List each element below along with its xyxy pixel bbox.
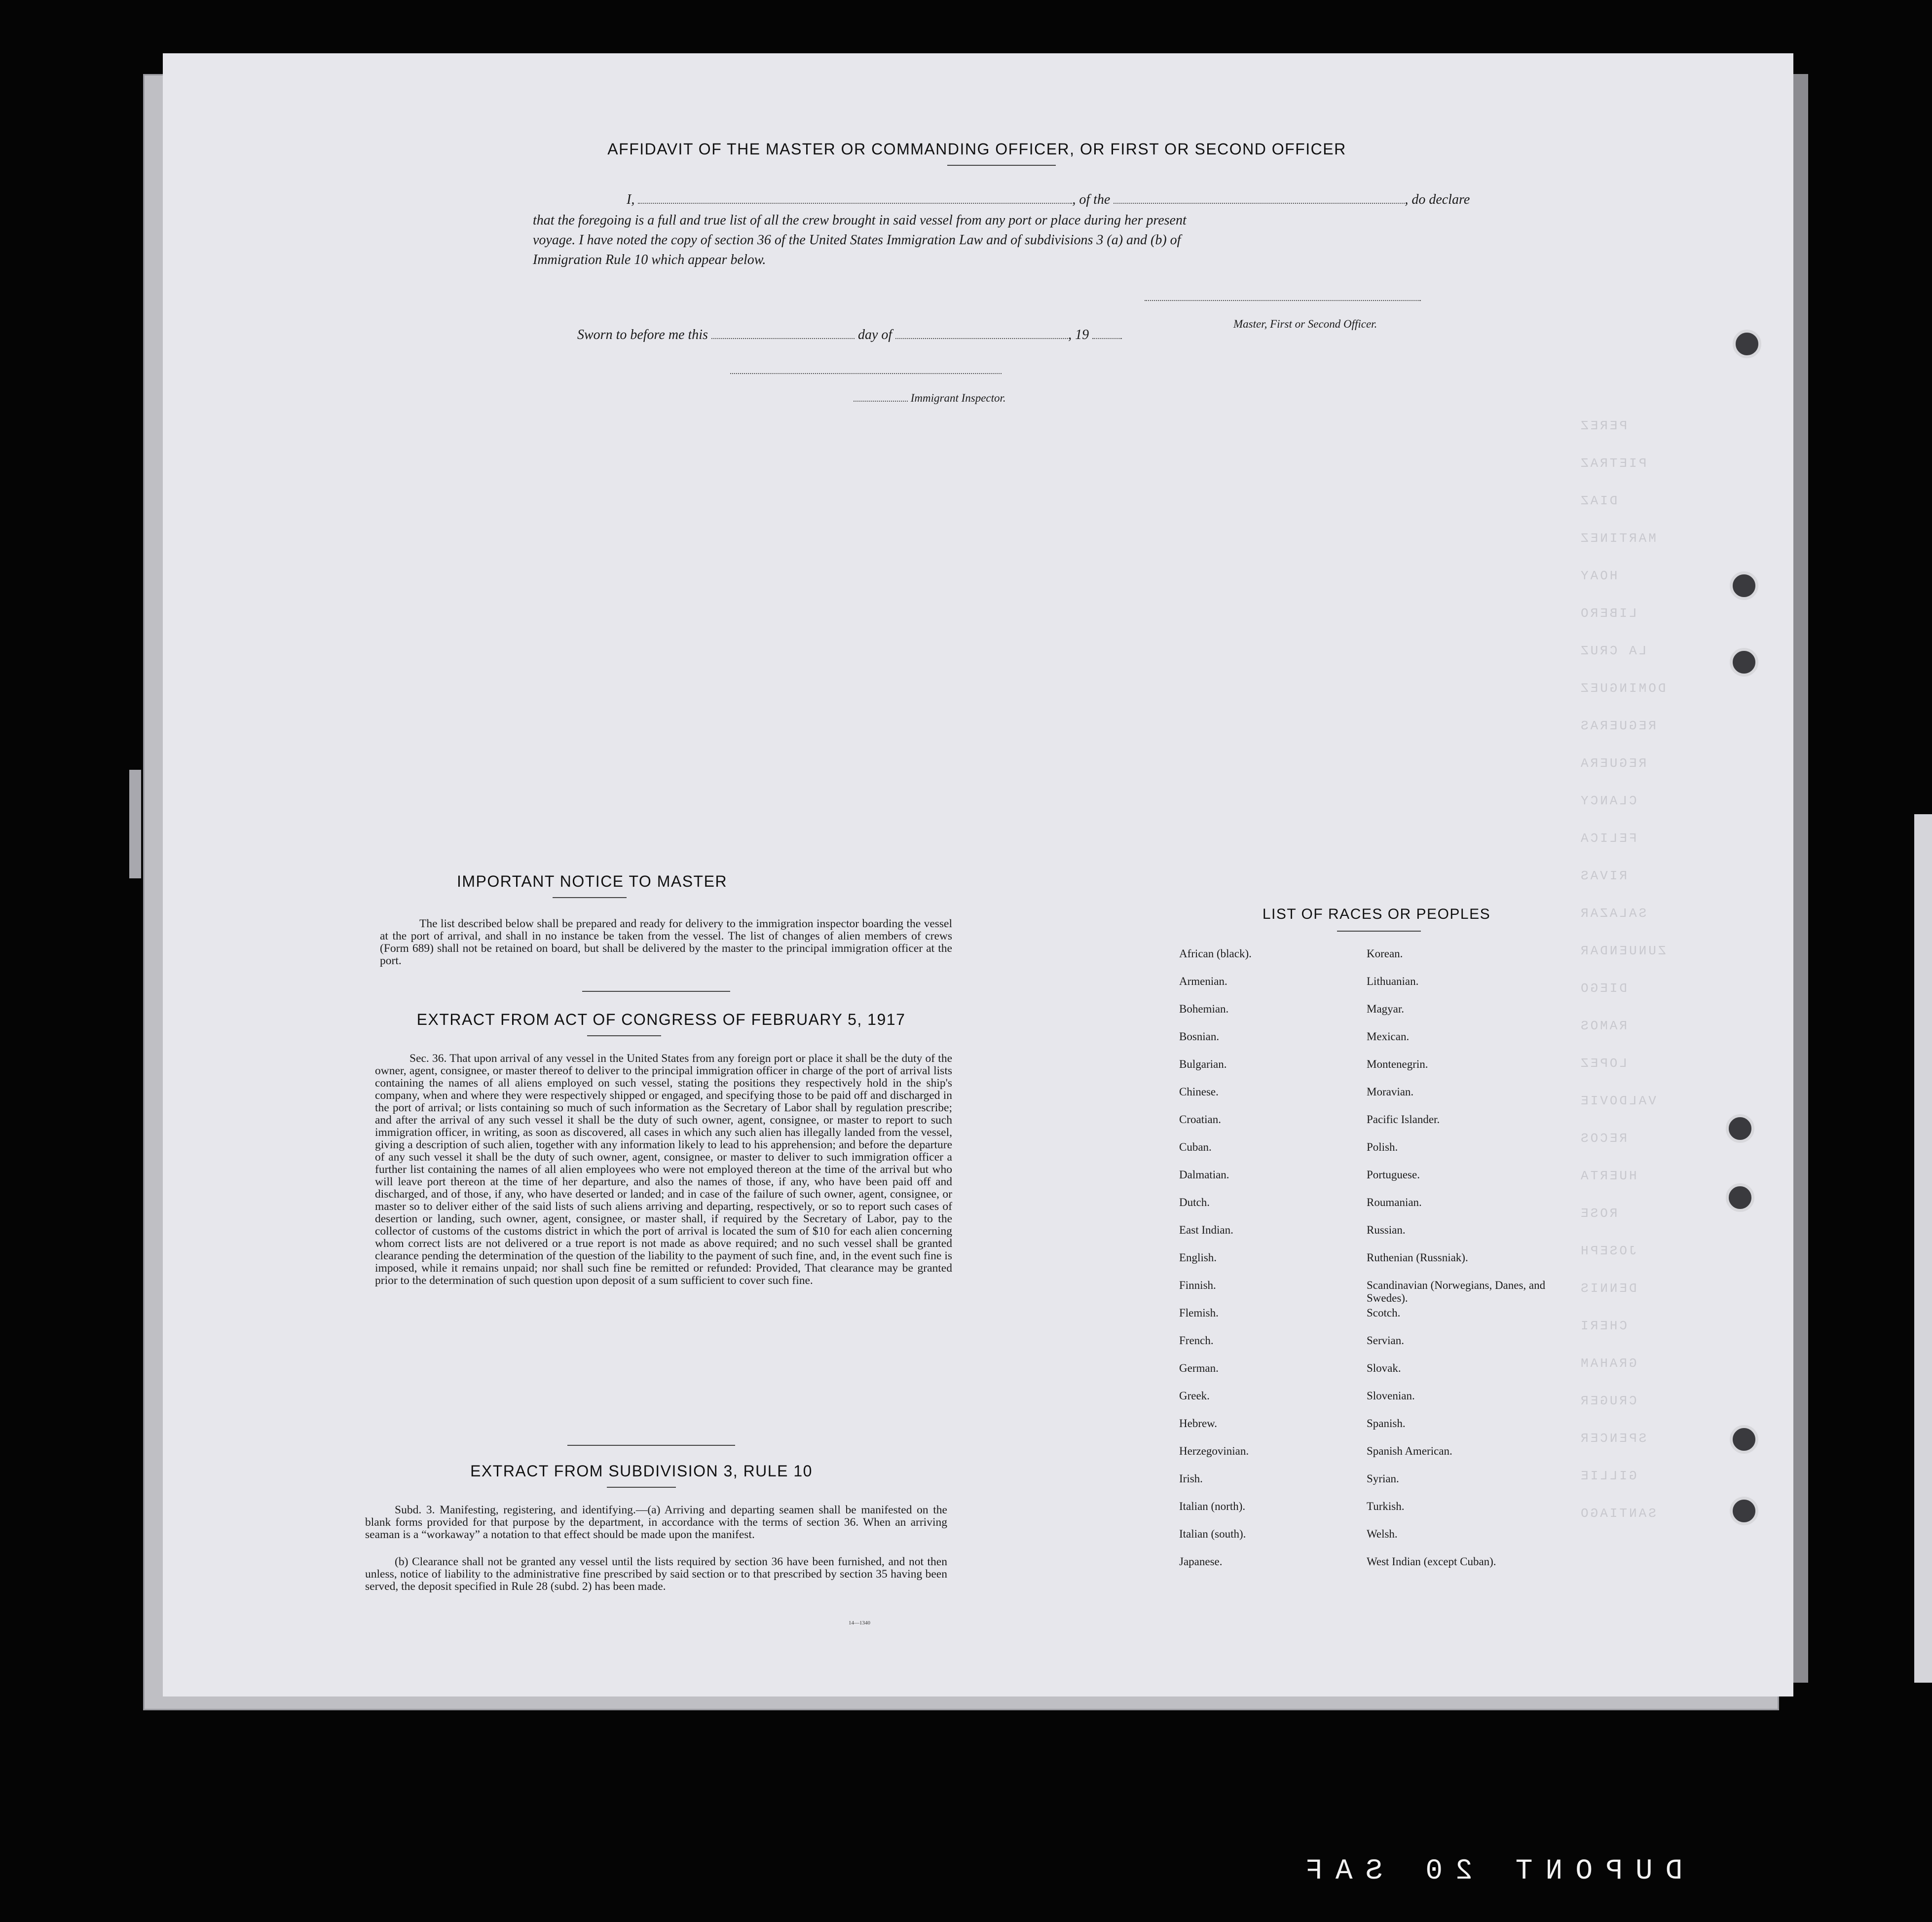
bleed-through-name: DOMINGUEZ xyxy=(1579,681,1666,696)
bleed-through-name: LOPEZ xyxy=(1579,1056,1628,1071)
race-item: Slovenian. xyxy=(1367,1390,1415,1402)
race-item: Polish. xyxy=(1367,1141,1398,1153)
punch-hole xyxy=(1733,330,1761,358)
race-item: Bohemian. xyxy=(1179,1003,1229,1015)
bleed-through-name: LA CRUZ xyxy=(1579,643,1647,658)
bleed-through-name: RIVAS xyxy=(1579,868,1628,883)
year-label: , 19 xyxy=(1068,327,1089,342)
race-item: Moravian. xyxy=(1367,1086,1414,1098)
race-item: Servian. xyxy=(1367,1334,1405,1347)
bleed-through-name: HOAY xyxy=(1579,568,1618,583)
page-tab xyxy=(129,770,141,878)
race-item: Italian (north). xyxy=(1179,1500,1246,1512)
master-label: Master, First or Second Officer. xyxy=(1233,318,1377,330)
race-item: Armenian. xyxy=(1179,975,1227,987)
race-item: East Indian. xyxy=(1179,1224,1233,1236)
race-item: Lithuanian. xyxy=(1367,975,1419,987)
bleed-through-name: SALAZAR xyxy=(1579,906,1647,921)
race-item: Ruthenian (Russniak). xyxy=(1367,1251,1468,1264)
inspector-lead-dots xyxy=(854,401,908,402)
race-item: Pacific Islander. xyxy=(1367,1113,1440,1126)
inspector-line xyxy=(854,392,1006,405)
day-blank xyxy=(711,338,855,339)
adjacent-sheet-edge xyxy=(1914,814,1932,1683)
bleed-through-name: DENNIS xyxy=(1579,1281,1637,1296)
race-item: Magyar. xyxy=(1367,1003,1405,1015)
notice-text: The list described below shall be prepared and ready for delivery to the immigration inspector boarding the vessel at the port of arrival, and shall in no instance be taken from the vessel. The list of changes of alien members of crews (Form 689) shall not be retained on board, but shall be delivered by the master to the principal immigration officer at the port. xyxy=(380,917,952,967)
act-title-rule xyxy=(587,1035,661,1036)
race-item: Herzegovinian. xyxy=(1179,1445,1249,1457)
month-blank xyxy=(895,338,1068,339)
affidavit-line-1: that the foregoing is a full and true list of all the crew brought in said vessel from any port or place during her present xyxy=(533,213,1187,228)
bleed-through-name: RAMOS xyxy=(1579,1018,1628,1033)
race-item: Japanese. xyxy=(1179,1555,1223,1568)
race-item: Bosnian. xyxy=(1179,1030,1220,1043)
bleed-through-name: ROSE xyxy=(1579,1206,1618,1221)
race-item: Dalmatian. xyxy=(1179,1168,1229,1181)
bleed-through-name: SPENCER xyxy=(1579,1431,1647,1446)
race-item: Welsh. xyxy=(1367,1528,1398,1540)
race-item: Slovak. xyxy=(1367,1362,1401,1374)
i-label: I, xyxy=(627,192,635,207)
punch-hole xyxy=(1726,1183,1754,1212)
bleed-through-name: CHERI xyxy=(1579,1319,1628,1333)
form-page xyxy=(163,53,1793,1696)
act-title: EXTRACT FROM ACT OF CONGRESS OF FEBRUARY 5, 1917 xyxy=(416,1011,906,1028)
race-item: West Indian (except Cuban). xyxy=(1367,1555,1496,1568)
race-item: Turkish. xyxy=(1367,1500,1405,1512)
bleed-through-name: RECOS xyxy=(1579,1131,1628,1146)
title-rule xyxy=(947,165,1056,166)
race-item: Scotch. xyxy=(1367,1307,1401,1319)
affidavit-declaration-line xyxy=(577,190,1633,209)
page-edge-shadow xyxy=(1793,74,1808,1683)
race-item: Irish. xyxy=(1179,1472,1203,1485)
inspector-label: Immigrant Inspector. xyxy=(910,392,1006,404)
affidavit-title: AFFIDAVIT OF THE MASTER OR COMMANDING OFFICER, OR FIRST OR SECOND OFFICER xyxy=(607,140,1346,158)
sworn-line xyxy=(577,326,1219,344)
sworn-label: Sworn to before me this xyxy=(577,327,708,342)
bleed-through-name: DIEGO xyxy=(1579,981,1628,996)
film-strip-label: DUPONT 20 SAF xyxy=(1293,1855,1683,1887)
race-item: English. xyxy=(1179,1251,1217,1264)
bleed-through-name: DIAZ xyxy=(1579,493,1618,508)
punch-hole xyxy=(1726,1114,1754,1143)
race-item: Roumanian. xyxy=(1367,1196,1422,1208)
act-text: Sec. 36. That upon arrival of any vessel in the United States from any foreign port or place it shall be the duty of the owner, agent, consignee, or master thereof to deliver to the principal immigration officer in charge of the port of arrival lists containing the names of all aliens employed on such vessel, stating the positions they respectively hold in the ship's company, when and where they were respectively shipped or engaged, and specifying those to be paid off and discharged in the port of arrival; or lists containing so much of such information as the Secretary of Labor shall by regulation prescribe; and after the arrival of any such vessel it shall be the duty of such owner, agent, consignee, or master to report to such immigration officer, in writing, as soon as discovered, all cases in which any such alien has illegally landed from the vessel, giving a description of such alien, together with any information likely to lead to his apprehension; and before the departure of any such vessel it shall be the duty of such owner, agent, consignee, or master to deliver to such immigration officer a further list containing the names of all alien employees who were not employed thereon at the time of the arrival but who will leave port thereon at the time of her departure, and also the names of those, if any, who have been paid off and discharged, and of those, if any, who have deserted or landed; and in case of the failure of such owner, agent, consignee, or master so to deliver either of the said lists of such aliens arriving and departing, respectively, or so to report such cases of desertion or landing, such owner, agent, consignee, or master shall, if required by the Secretary of Labor, pay to the collector of customs of the customs district in which the port of arrival is located the sum of $10 for each alien concerning whom correct lists are not delivered or a true report is not made as above required; and no such vessel shall be granted clearance pending the determination of the question of the liability to the payment of such fine, and, in the event such fine is imposed, while it remains unpaid; nor shall such fine be remitted or refunded: Provided, That clearance may be granted prior to the determination of such question upon deposit of a sum sufficient to cover such fine. xyxy=(375,1052,952,1287)
master-signature-blank xyxy=(1145,300,1421,301)
race-item: Syrian. xyxy=(1367,1472,1399,1485)
race-item: Montenegrin. xyxy=(1367,1058,1428,1070)
rule-para-a: Subd. 3. Manifesting, registering, and identifying.—(a) Arriving and departing seamen shall be manifested on the blank forms provided for that purpose by the department, in accordance with the terms of section 36. When an arriving seaman is a “workaway” a notation to that effect should be made upon the manifest. xyxy=(365,1504,947,1541)
race-item: Korean. xyxy=(1367,947,1403,960)
punch-hole xyxy=(1730,648,1758,677)
of-the-label: , of the xyxy=(1072,192,1111,207)
race-item: African (black). xyxy=(1179,947,1252,960)
race-item: Hebrew. xyxy=(1179,1417,1218,1430)
race-item: Portuguese. xyxy=(1367,1168,1420,1181)
bleed-through-name: GRAHAM xyxy=(1579,1356,1637,1371)
notice-title-rule xyxy=(553,897,627,898)
bleed-through-name: REGUERAS xyxy=(1579,718,1656,733)
bleed-through-name: JOSEPH xyxy=(1579,1244,1637,1258)
day-of-label: day of xyxy=(857,327,892,342)
bleed-through-name: CRUGER xyxy=(1579,1394,1637,1408)
race-item: Russian. xyxy=(1367,1224,1406,1236)
rule-title: EXTRACT FROM SUBDIVISION 3, RULE 10 xyxy=(470,1462,813,1480)
race-item: Dutch. xyxy=(1179,1196,1210,1208)
punch-hole xyxy=(1730,571,1758,600)
bleed-through-name: CLANCY xyxy=(1579,793,1637,808)
punch-hole xyxy=(1730,1497,1758,1525)
notice-title: IMPORTANT NOTICE TO MASTER xyxy=(456,872,728,890)
race-item: Bulgarian. xyxy=(1179,1058,1227,1070)
race-item: Spanish. xyxy=(1367,1417,1406,1430)
race-item: Spanish American. xyxy=(1367,1445,1452,1457)
race-item: Scandinavian (Norwegians, Danes, and Swedes). xyxy=(1367,1279,1546,1304)
races-title: LIST OF RACES OR PEOPLES xyxy=(1262,906,1491,922)
inspector-signature-blank xyxy=(730,373,1002,374)
rule-para-b: (b) Clearance shall not be granted any vessel until the lists required by section 36 have been furnished, and not then unless, notice of liability to the administrative fine prescribed by said section or to that prescribed by section 35 having been served, the deposit specified in Rule 28 (subd. 2) has been made. xyxy=(365,1555,947,1593)
bleed-through-name: LIBERO xyxy=(1579,606,1637,621)
bleed-through-name: FELICA xyxy=(1579,831,1637,846)
race-item: Chinese. xyxy=(1179,1086,1219,1098)
bleed-through-name: PEREZ xyxy=(1579,418,1628,433)
race-item: Mexican. xyxy=(1367,1030,1410,1043)
race-item: German. xyxy=(1179,1362,1219,1374)
bleed-through-name: HUERTA xyxy=(1579,1168,1637,1183)
notice-rule xyxy=(582,991,730,992)
punch-hole xyxy=(1730,1425,1758,1454)
year-blank xyxy=(1092,338,1122,339)
vessel-blank xyxy=(1114,203,1405,204)
race-item: Greek. xyxy=(1179,1390,1210,1402)
form-number: 14—1340 xyxy=(849,1620,870,1626)
bleed-through-name: MARTINEZ xyxy=(1579,531,1656,546)
race-item: Italian (south). xyxy=(1179,1528,1246,1540)
act-rule xyxy=(567,1445,735,1446)
bleed-through-name: SANTIAGO xyxy=(1579,1506,1656,1521)
name-blank xyxy=(638,203,1072,204)
do-declare-label: , do declare xyxy=(1405,192,1470,207)
affidavit-line-3: Immigration Rule 10 which appear below. xyxy=(533,252,766,267)
bleed-through-name: ZUNUENDAR xyxy=(1579,943,1666,958)
affidavit-line-2: voyage. I have noted the copy of section 36 of the United States Immigration Law and of subdivisions 3 (a) and (b) of xyxy=(533,232,1181,248)
rule-title-rule xyxy=(607,1487,676,1488)
races-title-rule xyxy=(1337,931,1421,932)
bleed-through-name: PIETRAZ xyxy=(1579,456,1647,471)
bleed-through-name: REGUERA xyxy=(1579,756,1647,771)
race-item: Cuban. xyxy=(1179,1141,1212,1153)
race-item: Flemish. xyxy=(1179,1307,1219,1319)
race-item: Finnish. xyxy=(1179,1279,1216,1291)
race-item: French. xyxy=(1179,1334,1214,1347)
race-item: Croatian. xyxy=(1179,1113,1221,1126)
bleed-through-name: GILLIE xyxy=(1579,1469,1637,1483)
bleed-through-name: VALDOVIE xyxy=(1579,1093,1656,1108)
